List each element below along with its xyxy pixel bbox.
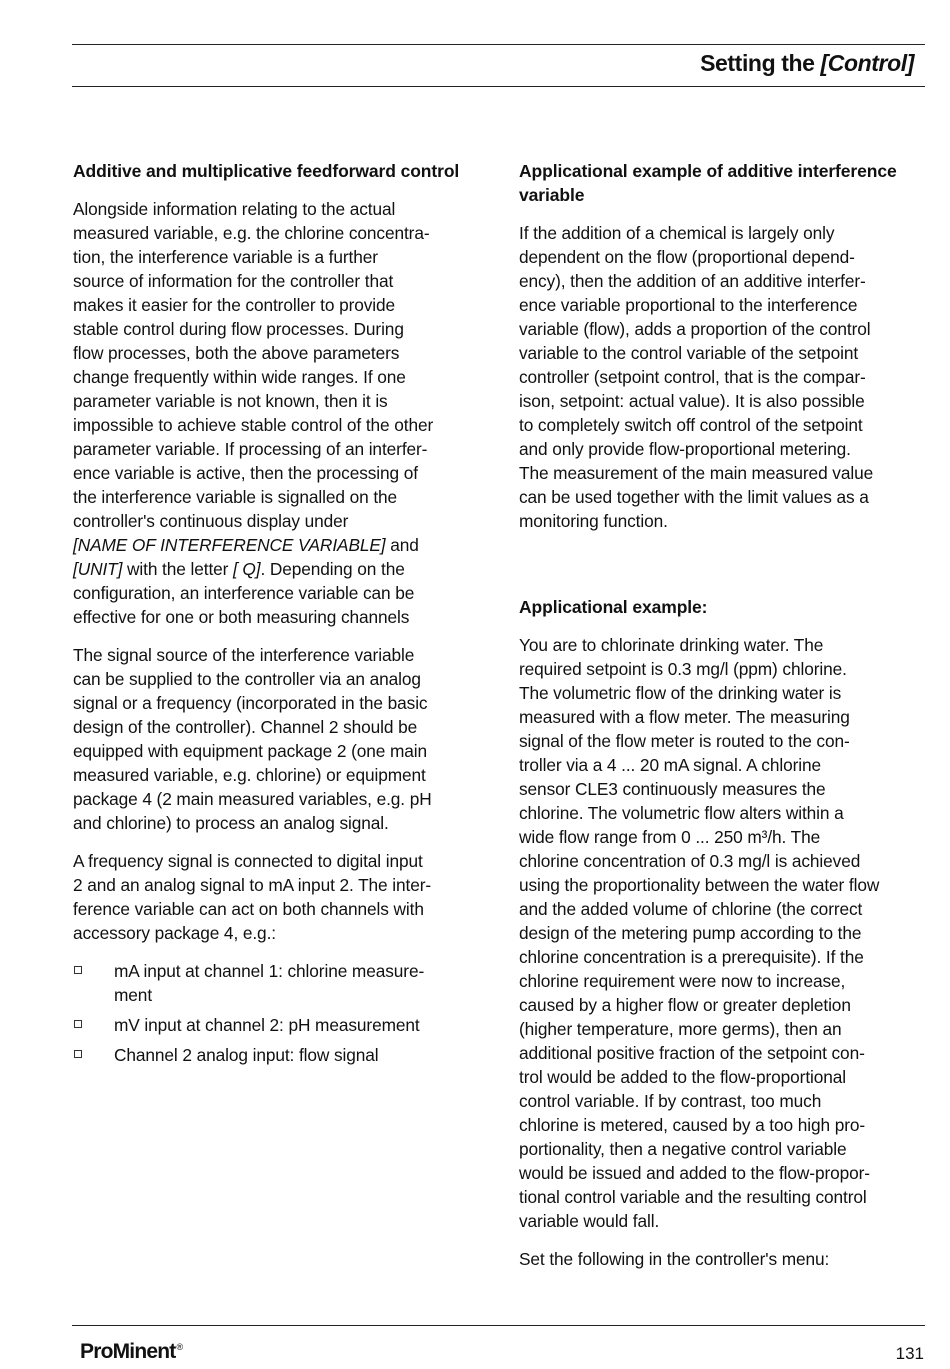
square-bullet-icon: [74, 966, 82, 974]
page-header-title: Setting the [Control]: [700, 50, 914, 76]
parameter-unit: [UNIT]: [73, 559, 123, 579]
section-heading-applicational-example: Applicational example:: [519, 597, 708, 617]
paragraph-additive-interference: If the addition of a chemical is largely only dependent on the flow (proportional depend- ency), then the addition of an additive interfer- ence variable proportional to the interference variable (flow), adds a proportion of the control variable to the control variable of the setpoint controller (setpoint control, that is the compar- ison, setpoint: actual value). It is also possible to completely switch off control of the setpoint and only provide flow-proportional metering. The measurement of the main measured value can be used together with the limit values as a monitoring function.: [519, 223, 874, 531]
paragraph-controller-menu: Set the following in the controller's menu:: [519, 1249, 830, 1269]
paragraph-signal-source: The signal source of the interference variable can be supplied to the controller via an analog signal or a frequency (incorporated in the basic design of the controller). Channel 2 should be equipped with equipment package 2 (one main measured variable, e.g. chlorine) or equipment package 4 (2 main measured variables, e.g. pH and chlorine) to process an analog signal.: [73, 645, 432, 833]
list-item: mV input at channel 2: pH measurement: [73, 1013, 485, 1037]
left-column: [73, 159, 485, 1073]
header-bottom-rule: [72, 86, 925, 87]
paragraph-chlorination-example: You are to chlorinate drinking water. The required setpoint is 0.3 mg/l (ppm) chlorine. The volumetric flow of the drinking water is measured with a flow meter. The measuring signal of the flow meter is routed to the con- troller via a 4 ... 20 mA signal. A chlorine sensor CLE3 continuously measures the chlorine. The volumetric flow alters within a wide flow range from 0 ... 250 m³/h. The chlorine concentration of 0.3 mg/l is achieved using the proportionality between the water flow and the added volume of chlorine (the correct design of the metering pump according to the chlorine concentration is a prerequisite). If the chlorine requirement were now to increase, caused by a higher flow or greater depletion (higher temperature, more germs), then an additional positive fraction of the setpoint con- trol would be added to the flow-proportional control variable. If by contrast, too much chlorine is metered, caused by a too high pro- portionality, then a negative control variable would be issued and added to the flow-propor- tional control variable and the resulting control variable would fall.: [519, 635, 880, 1231]
list-item: Channel 2 analog input: flow signal: [73, 1043, 485, 1067]
paragraph-interference-info: Alongside information relating to the actual measured variable, e.g. the chlorine concentra- tion, the interference variable is a further source of information for the controller that makes it easier for the controller to provide stable control during flow processes. During flow processes, both the above parameters change frequently within wide ranges. If one parameter variable is not known, then it is impossible to achieve stable control of the other parameter variable. If processing of an interfer- ence variable is active, then the processing of the interference variable is signalled on the controller's continuous display under [NAME OF INTERFERENCE VARIABLE] and [UNIT] with the letter [ Q]. Depending on the configuration, an interference variable can be effective for one or both measuring channels: [73, 199, 434, 627]
square-bullet-icon: [74, 1050, 82, 1058]
parameter-name-of-interference-variable: [NAME OF INTERFERENCE VARIABLE]: [73, 535, 386, 555]
square-bullet-icon: [74, 1020, 82, 1028]
header-top-rule: [72, 44, 925, 45]
section-heading-additive-example: Applicational example of additive interference variable: [519, 161, 897, 205]
prominent-logo: ProMinent®: [80, 1340, 183, 1363]
paragraph-frequency-signal: A frequency signal is connected to digital input 2 and an analog signal to mA input 2. The inter- ference variable can act on both channels with accessory package 4, e.g.:: [73, 851, 432, 943]
list-item: mA input at channel 1: chlorine measure- ment: [73, 959, 485, 1007]
page-number: 131: [895, 1344, 924, 1363]
section-heading-feedforward: Additive and multiplicative feedforward control: [73, 161, 460, 181]
bullet-list-inputs: [73, 959, 485, 1067]
right-column: [519, 159, 929, 1285]
parameter-q: [ Q]: [233, 559, 261, 579]
footer-rule: [72, 1325, 925, 1326]
